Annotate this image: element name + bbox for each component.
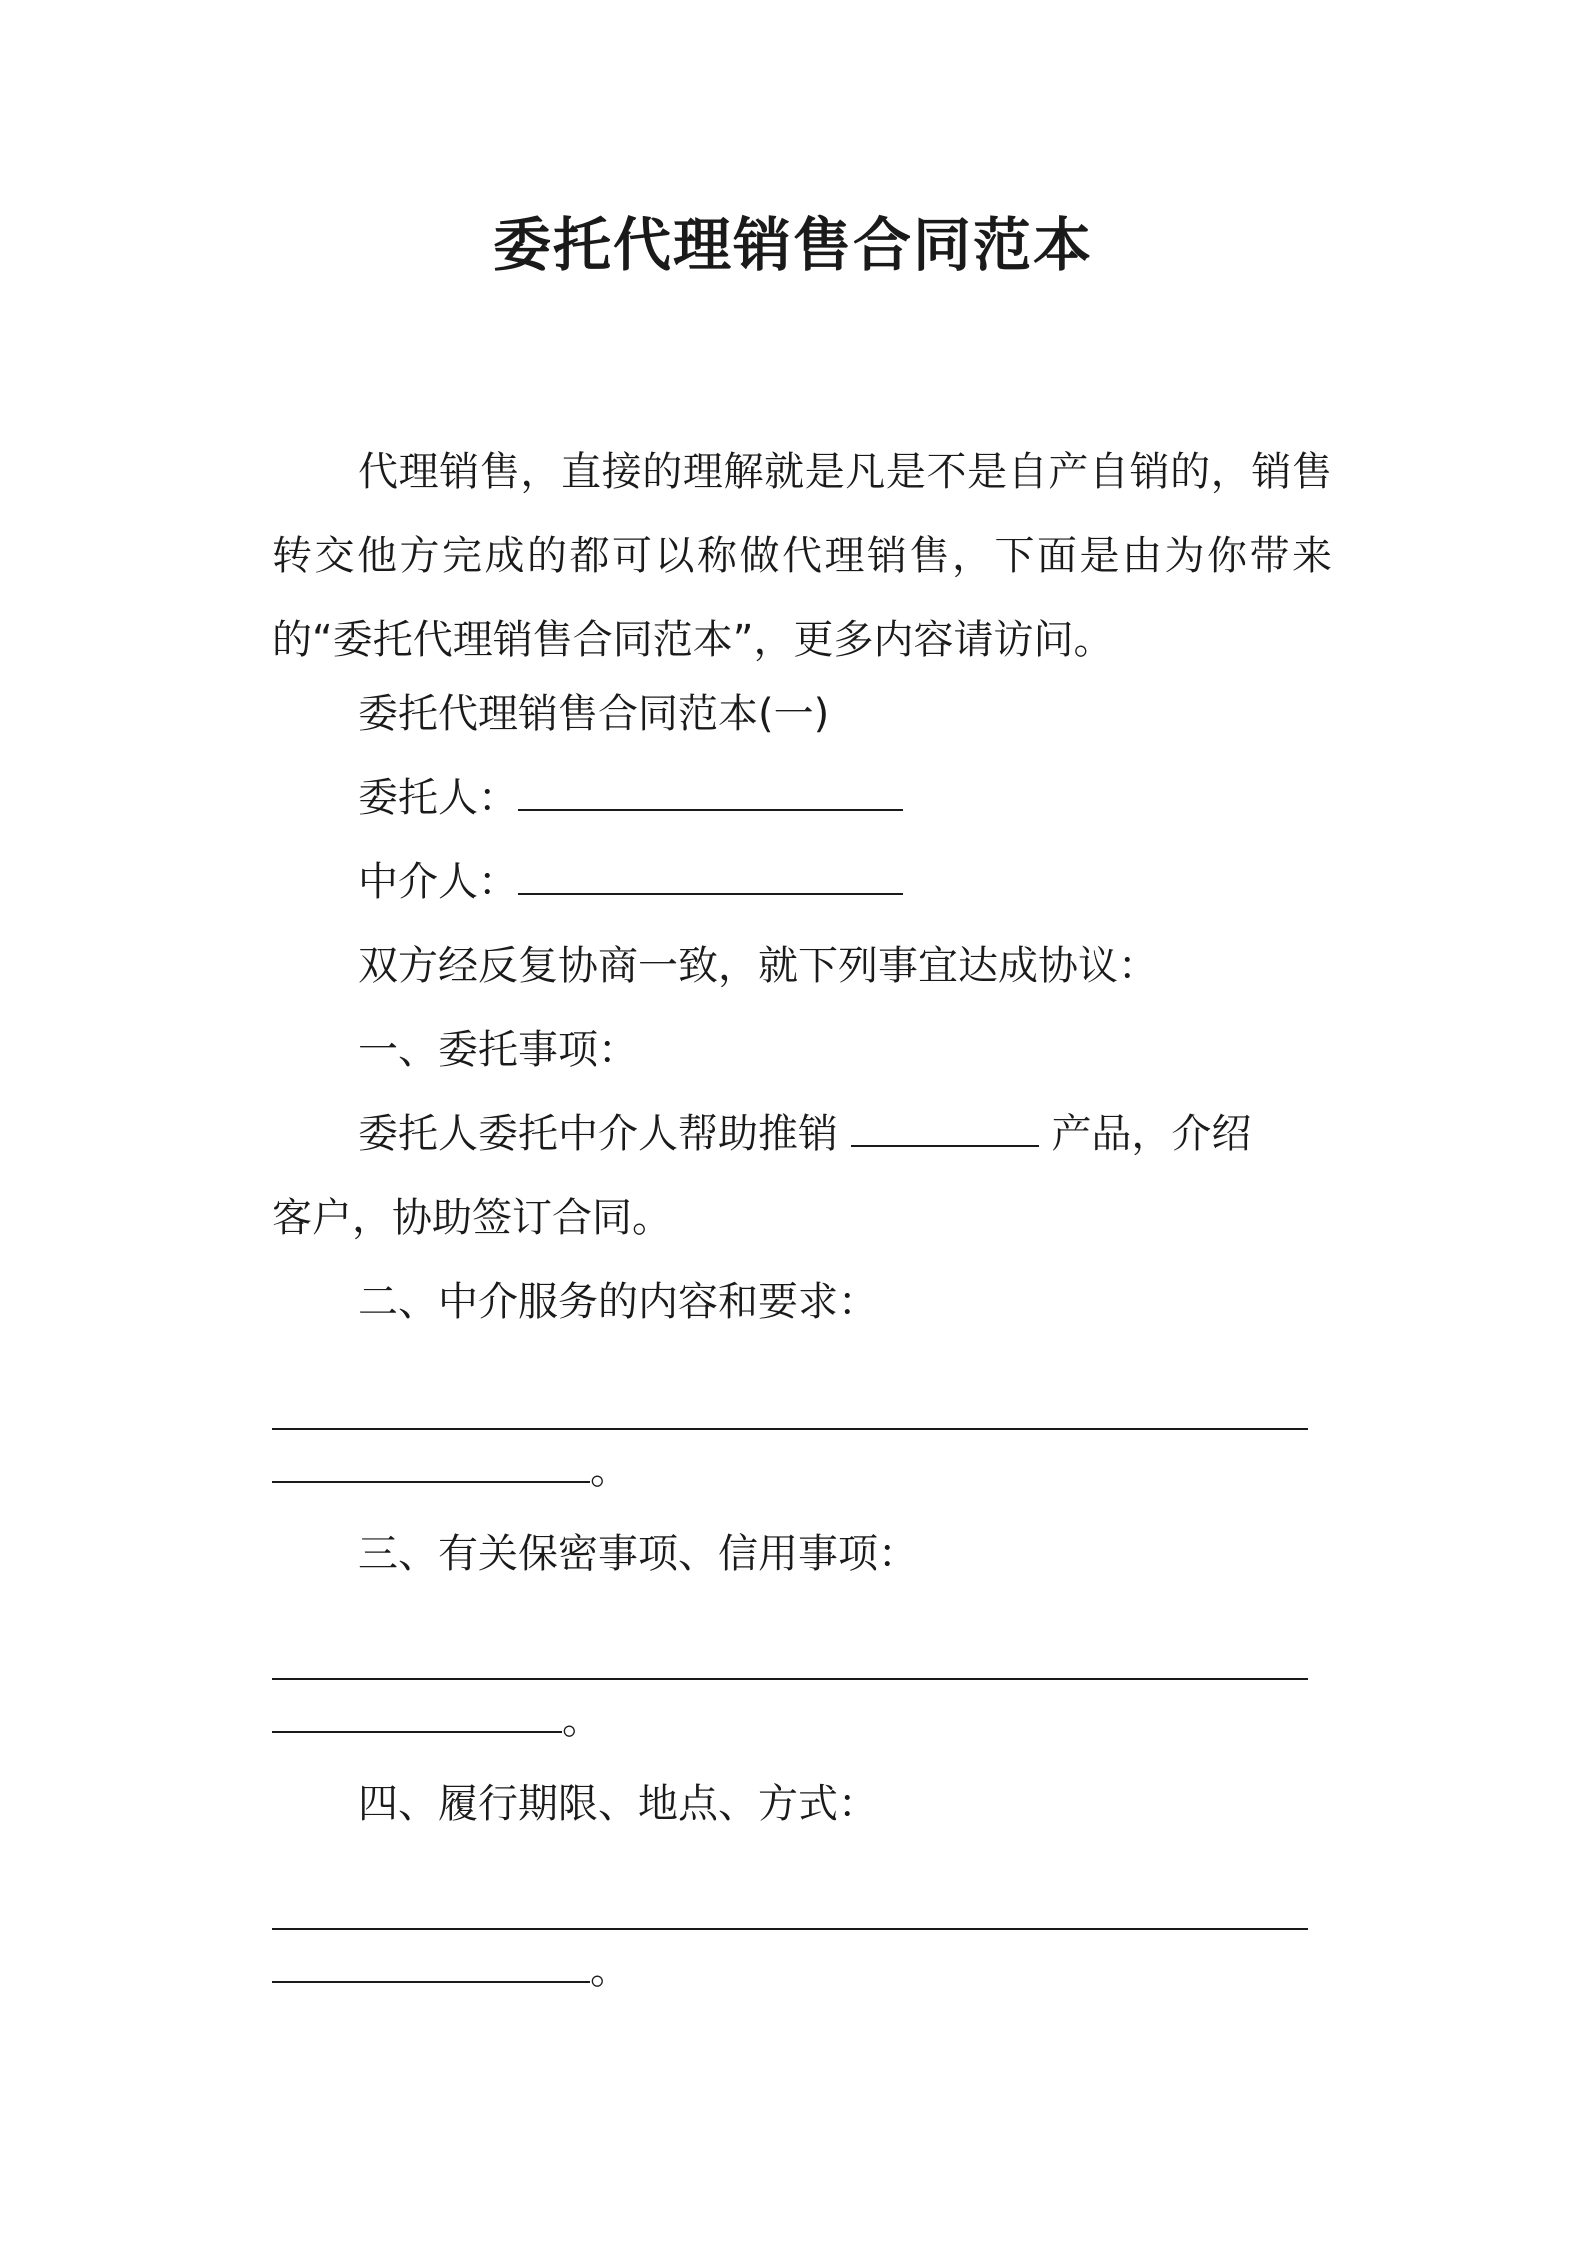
section3-end-block	[272, 1678, 1332, 1762]
section1-line1	[272, 1092, 1332, 1176]
intro-paragraph: 代理销售，直接的理解就是凡是不是自产自销的，销售转交他方完成的都可以称做代理销售，下面是由为你带来的“委托代理销售合同范本”，更多内容请访问。	[272, 449, 1332, 663]
section3-end-mark: 。	[562, 1697, 602, 1743]
agent-block	[272, 840, 1332, 924]
section1-text-before: 委托人委托中介人帮助推销	[358, 1111, 838, 1157]
section3-end-line	[272, 1678, 1332, 1762]
section2-heading-block	[272, 1260, 1332, 1344]
section1-text-after: 产品，介绍	[1051, 1111, 1252, 1157]
section2-blank-block	[272, 1372, 1332, 1430]
section3-full-blank	[272, 1622, 1308, 1680]
document-title: 委托代理销售合同范本	[492, 211, 1093, 279]
principal-label: 委托人：	[358, 775, 518, 821]
section4-heading-block	[272, 1762, 1332, 1846]
section2-heading: 二、中介服务的内容和要求：	[358, 1279, 878, 1325]
intro-block	[272, 430, 1332, 682]
section4-end-line	[272, 1928, 1332, 2012]
section2-short-blank	[272, 1447, 590, 1483]
subtitle-block	[272, 672, 1332, 756]
section3-heading-block	[272, 1512, 1332, 1596]
section1-heading: 一、委托事项：	[358, 1027, 638, 1073]
principal-blank	[518, 775, 903, 811]
section4-short-blank	[272, 1947, 590, 1983]
agreement-line: 双方经反复协商一致，就下列事宜达成协议：	[358, 943, 1158, 989]
section2-end-mark: 。	[590, 1447, 630, 1493]
section4-heading: 四、履行期限、地点、方式：	[358, 1781, 878, 1827]
section3-blank-block	[272, 1622, 1332, 1680]
section3-heading: 三、有关保密事项、信用事项：	[358, 1531, 918, 1577]
principal-line	[272, 756, 1332, 840]
principal-block	[272, 756, 1332, 840]
section4-full-blank	[272, 1872, 1308, 1930]
agent-line	[272, 840, 1332, 924]
agreement-block	[272, 924, 1332, 1008]
contract-subtitle: 委托代理销售合同范本(一)	[358, 691, 830, 737]
agent-blank	[518, 859, 903, 895]
product-blank	[851, 1111, 1039, 1147]
section1-line2: 客户，协助签订合同。	[272, 1195, 672, 1241]
section4-blank-block	[272, 1872, 1332, 1930]
section4-end-block	[272, 1928, 1332, 2012]
section1-heading-block	[272, 1008, 1332, 1092]
section3-short-blank	[272, 1697, 562, 1733]
agent-label: 中介人：	[358, 859, 518, 905]
section2-end-block	[272, 1428, 1332, 1512]
section1-body-block	[272, 1092, 1332, 1260]
section4-end-mark: 。	[590, 1947, 630, 1993]
section2-full-blank	[272, 1372, 1308, 1430]
section2-end-line	[272, 1428, 1332, 1512]
